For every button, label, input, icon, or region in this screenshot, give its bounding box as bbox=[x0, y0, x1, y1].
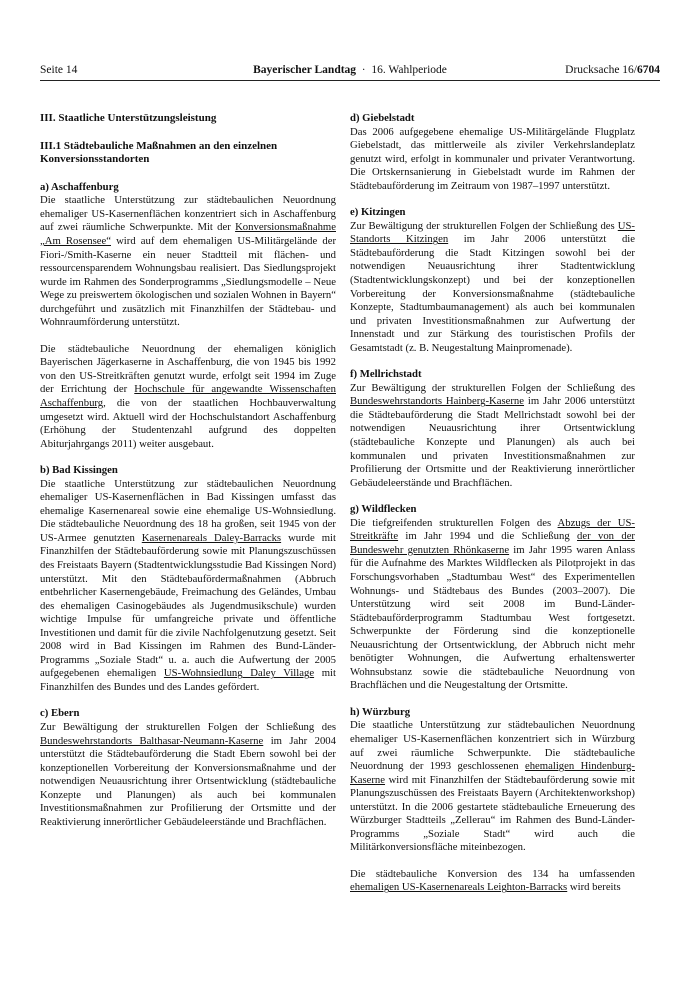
link-daley-village: US-Wohnsiedlung Daley Village bbox=[163, 667, 315, 680]
paragraph-mellrichstadt: Zur Bewältigung der strukturellen Folgen der Schließung des Bundeswehrstandorts Hainberg-Kaserne im Jahr 2006 unterstützt die Städtebauförderung die Stadt Mellrichstadt sowohl bei der notwendigen Neuausrichtung ihrer Ortsentwicklung (städtebauliche Konzepte und Planungen) als auch bei kommunalen und privaten Investitionsmaßnahmen zur Profilierung der Ortsmitte und der Reaktivierung innerörtlicher Gebäudeleerstände und Brachflächen. bbox=[350, 381, 635, 489]
paragraph-ebern: Zur Bewältigung der strukturellen Folgen der Schließung des Bundeswehrstandorts Balthasar-Neumann-Kaserne im Jahr 2004 unterstützt die Städtebauförderung die Stadt Ebern sowohl bei der konzeptionellen Vorbereitung der Konversionsmaßnahme und der notwendigen Neuausrichtung ihrer Ortsentwicklung (städtebauliche Konzepte und Planungen) als auch bei kommunalen Investitionsmaßnahmen zur Profilierung der Ortsmitte und der Reaktivierung innerörtlicher Gebäudeleerstände und Brachflächen. bbox=[40, 721, 336, 828]
link-kitzingen: US-Standorts Kitzingen bbox=[350, 219, 635, 246]
link-hochschule: Hochschule für angewandte Wissenschaften Aschaffenburg bbox=[40, 383, 336, 409]
document-label: Drucksache 16/ bbox=[565, 64, 637, 76]
header-rule bbox=[40, 80, 660, 81]
paragraph-wildflecken: Die tiefgreifenden strukturellen Folgen des Abzugs der US-Streitkräfte im Jahr 1994 und die Schließung der von der Bundeswehr genutzten Rhönkaserne im Jahr 1995 waren Anlass für die Aufnahme des Marktes Wildflecken als Pilotprojekt in das Forschungsvorhaben „Stadtumbau West“ des Experimentellen Wohnungs- und Städtebaus des Bundes (2003–2007). Die Unterstützung wird seit 2008 im Bund-Länder-Städtebauförderprogramm Stadtumbau West fortgesetzt. Schwerpunkte der Förderung sind die konzeptionelle Neuausrichtung der Ortsentwicklung, der Abbruch nicht mehr benötigter Wohnungen, die Aufwertung erhaltenswerter Wohnsubstanz sowie die städtebauliche Neuordnung von Brachflächen und die Neugestaltung der Ortsmitte. bbox=[350, 516, 635, 692]
paragraph-aschaffenburg-2: Die städtebauliche Neuordnung der ehemaligen königlich Bayerischen Jägerkaserne in Aschaffenburg, die von 1945 bis 1992 von den US-Streitkräften genutzt wurde, erfolgt seit 1994 im Zuge der Errichtung der Hochschule für angewandte Wissenschaften Aschaffenburg, die von der staatlichen Hochbauverwaltung umgesetzt wird. Aktuell wird der Hochschulstandort Aschaffenburg (Erhöhung der Studentenzahl aufgrund des doppelten Abiturjahrgangs 2011) weiter ausgebaut. bbox=[40, 342, 336, 450]
heading-wuerzburg: h) Würzburg bbox=[350, 705, 411, 718]
document-number bbox=[565, 62, 660, 78]
parliament-name: Bayerischer Landtag bbox=[253, 64, 357, 76]
left-column bbox=[40, 112, 336, 829]
link-leighton: ehemaligen US-Kasernenareals Leighton-Barracks bbox=[350, 881, 568, 894]
link-hainberg: Bundeswehrstandorts Hainberg-Kaserne bbox=[350, 395, 525, 408]
legislative-period: 16. Wahlperiode bbox=[371, 64, 447, 76]
subsection-title: III.1 Städtebauliche Maßnahmen an den einzelnen Konversionsstandorten bbox=[40, 139, 278, 166]
page-number: Seite 14 bbox=[40, 64, 78, 76]
link-us-streitkraefte: Abzugs der US-Streitkräfte bbox=[350, 516, 635, 543]
link-rhoenkaserne: der von der Bundeswehr genutzten Rhönkaserne bbox=[350, 530, 635, 556]
link-daley-barracks: Kasernenareals Daley-Barracks bbox=[141, 531, 282, 544]
heading-kitzingen: e) Kitzingen bbox=[350, 206, 406, 219]
link-rosensee: Konversionsmaßnahme „Am Rosensee“ bbox=[40, 221, 336, 247]
document-number-value: 6704 bbox=[637, 64, 660, 76]
link-hindenburg: ehemaligen Hindenburg-Kaserne bbox=[350, 760, 635, 786]
paragraph-aschaffenburg-1: Die staatliche Unterstützung zur städtebaulichen Neuordnung ehemaliger US-Kasernenflächen konzentriert sich in Aschaffenburg auf zwei räumliche Schwerpunkte. Mit der Konversionsmaßnahme „Am Rosensee“ wird auf dem ehemaligen US-Militärgelände der Fiori-/Smith-Kaserne ein neuer Stadtteil mit flächen- und ressourcensparendem Wohnungsbau realisiert. Das Siedlungsprojekt wurde im Rahmen des Sonderprogramms „Siedlungsmodelle – Neue Wege zu preiswertem ökologischen und sozialen Wohnen in Bayern“ durchgeführt und zusätzlich mit Finanzhilfen der Städtebau- und Wohnraumförderung unterstützt. bbox=[40, 194, 337, 329]
right-column bbox=[350, 112, 635, 895]
heading-aschaffenburg: a) Aschaffenburg bbox=[40, 180, 119, 193]
paragraph-wuerzburg-1: Die staatliche Unterstützung zur städtebaulichen Neuordnung ehemaliger US-Kasernenflächen konzentriert sich in Würzburg auf zwei räumliche Schwerpunkte. Die städtebauliche Neuordnung der 1993 geschlossenen ehemaligen Hindenburg-Kaserne wird mit Finanzhilfen der Städtebauförderung sowie mit Planungszuschüssen des Freistaats Bayern (Architektenworkshop) unterstützt. In die 2006 gestartete städtebauliche Erneuerung des Würzburger Stadtteils „Zellerau“ im Rahmen des Bund-Länder-Programms „Soziale Stadt“ wird auch die Militärkonversionsfläche miteinbezogen. bbox=[350, 719, 635, 854]
paragraph-giebelstadt: Das 2006 aufgegebene ehemalige US-Militärgelände Flugplatz Giebelstadt, das mittlerweile als ziviler Verkehrslandeplatz genutzt wird, erfolgt in kommunaler und privater Verantwortung. Die Ortskernsanierung in Giebelstadt wurde im Rahmen der Städtebauförderung im Zeitraum von 1987–1997 unterstützt. bbox=[350, 125, 635, 192]
paragraph-wuerzburg-2: Die städtebauliche Konversion des 134 ha umfassenden ehemaligen US-Kasernenareals Leighton-Barracks wird bereits bbox=[350, 867, 635, 894]
heading-giebelstadt: d) Giebelstadt bbox=[350, 112, 415, 124]
section-title: III. Staatliche Unterstützungsleistung bbox=[40, 112, 217, 124]
heading-wildflecken: g) Wildflecken bbox=[350, 503, 417, 516]
header-separator: · bbox=[361, 64, 366, 76]
paragraph-kitzingen: Zur Bewältigung der strukturellen Folgen der Schließung des US-Standorts Kitzingen im Jahr 2006 unterstützt die Städtebauförderung die Stadt Kitzingen sowohl bei der notwendigen Neuausrichtung ihrer Stadtentwicklung (Stadtentwicklungskonzept) und bei der konzeptionellen Vorbereitung der Konversionsmaßnahme (städtebauliche Konzepte, Stadtumbaumanagement) als auch bei kommunalen und privaten Investitionsmaßnahmen zur Aufwertung der Innenstadt und zur Stärkung des touristischen Profils der Gesamtstadt (z. B. Neugestaltung Mainpromenade). bbox=[350, 219, 635, 354]
page-header bbox=[40, 62, 660, 78]
heading-bad-kissingen: b) Bad Kissingen bbox=[40, 464, 118, 477]
paragraph-bad-kissingen: Die staatliche Unterstützung zur städtebaulichen Neuordnung ehemaliger US-Kasernenflächen in Bad Kissingen umfasst das ehemalige Kasernenareal sowie eine ehemalige US-Wohnsiedlung. Die städtebauliche Neuordnung des 18 ha großen, seit 1945 von der US-Armee genutzten Kasernenareals Daley-Barracks wurde mit Finanzhilfen der Städtebauförderung sowie mit Planungszuschüssen des Freistaats Bayern (Stadtentwicklungsstudie Bad Kissingen Nord) unterstützt. Mit den Städtebaufördermaßnahmen (Abbruch entbehrlicher Kasernengebäude, Freimachung des Geländes, Umbau des ehemaligen Casinogebäudes als Jugendmusikschule) wurden wichtige Impulse für umfangreiche private und öffentliche Investitionen und damit für die zivile Nachfolgenutzung gesetzt. Seit 2008 wird in Bad Kissingen im Rahmen des Bund-Länder-Programms „Soziale Stadt“ u. a. auch die Aufwertung der 2005 aufgegebenen ehemaligen US-Wohnsiedlung Daley Village mit Finanzhilfen des Bundes und des Landes gefördert. bbox=[40, 477, 336, 693]
heading-ebern: c) Ebern bbox=[40, 707, 80, 720]
heading-mellrichstadt: f) Mellrichstadt bbox=[350, 368, 422, 381]
link-balthasar-neumann: Bundeswehrstandorts Balthasar-Neumann-Kaserne bbox=[40, 734, 264, 747]
